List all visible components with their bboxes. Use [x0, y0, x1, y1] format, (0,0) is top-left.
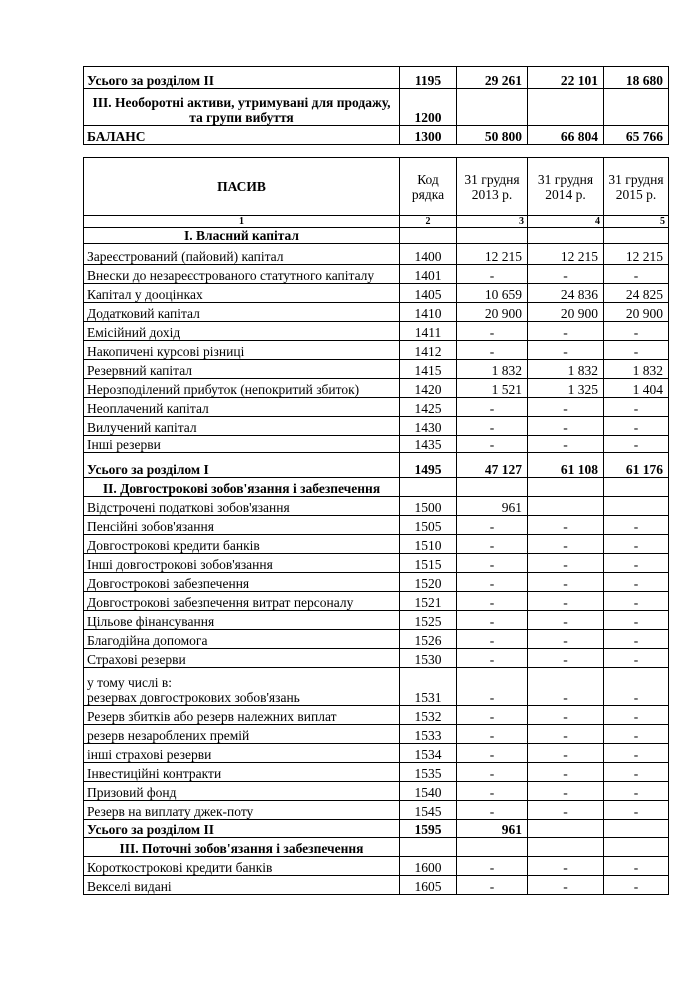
row-code: 1420 [400, 379, 457, 398]
value-2015: 61 176 [604, 453, 669, 478]
row-label: Короткострокові кредити банків [84, 857, 400, 876]
value-2014 [528, 820, 604, 838]
row-label: Цільове фінансування [84, 611, 400, 630]
value-2015: - [604, 322, 669, 341]
value-2013: - [457, 341, 528, 360]
row-label: Усього за розділом II [84, 67, 400, 89]
row-code: 1430 [400, 417, 457, 436]
value-2013: - [457, 876, 528, 895]
table-row [84, 436, 669, 453]
value-2015: 12 215 [604, 244, 669, 265]
value-2015: - [604, 611, 669, 630]
table-row [84, 284, 669, 303]
value-2014: - [528, 668, 604, 706]
row-code: 1530 [400, 649, 457, 668]
row-label: Призовий фонд [84, 782, 400, 801]
value-2014: - [528, 535, 604, 554]
value-2013: - [457, 265, 528, 284]
row-code: 1400 [400, 244, 457, 265]
row-label: Резервний капітал [84, 360, 400, 379]
value-2014: - [528, 436, 604, 453]
row-label: Резерв збитків або резерв належних виплат [84, 706, 400, 725]
table-row [84, 228, 669, 244]
row-label: БАЛАНС [84, 126, 400, 145]
value-2013: 20 900 [457, 303, 528, 322]
value-2014: 1 325 [528, 379, 604, 398]
table-row [84, 744, 669, 763]
value-2013: - [457, 668, 528, 706]
row-code: 1410 [400, 303, 457, 322]
value-2013: 1 832 [457, 360, 528, 379]
row-code: 1535 [400, 763, 457, 782]
column-index: 5 [604, 216, 669, 228]
table-row [84, 801, 669, 820]
value-2015: - [604, 592, 669, 611]
row-label: Відстрочені податкові зобов'язання [84, 497, 400, 516]
row-code: 1605 [400, 876, 457, 895]
table-row [84, 417, 669, 436]
row-code: 1526 [400, 630, 457, 649]
value-2013: - [457, 592, 528, 611]
value-2015: - [604, 630, 669, 649]
row-label: Емісійний дохід [84, 322, 400, 341]
value-2014: 22 101 [528, 67, 604, 89]
row-code: 1495 [400, 453, 457, 478]
row-code: 1195 [400, 67, 457, 89]
value-2013: - [457, 725, 528, 744]
table-row [84, 516, 669, 535]
value-2015 [604, 820, 669, 838]
row-label: Благодійна допомога [84, 630, 400, 649]
value-2014: 1 832 [528, 360, 604, 379]
value-2013: 961 [457, 820, 528, 838]
value-2014: 24 836 [528, 284, 604, 303]
value-2014: - [528, 417, 604, 436]
value-2014 [528, 838, 604, 857]
value-2013: - [457, 744, 528, 763]
value-2014: - [528, 322, 604, 341]
value-2013: - [457, 801, 528, 820]
value-2015 [604, 497, 669, 516]
row-code: 1525 [400, 611, 457, 630]
row-code: 1600 [400, 857, 457, 876]
table-row [84, 265, 669, 284]
row-label: Пенсійні зобов'язання [84, 516, 400, 535]
value-2015: - [604, 801, 669, 820]
row-label: Внески до незареєстрованого статутного капіталу [84, 265, 400, 284]
table-row [84, 668, 669, 706]
table-row [84, 630, 669, 649]
value-2015: - [604, 516, 669, 535]
row-label: Капітал у дооцінках [84, 284, 400, 303]
row-label: ІІ. Довгострокові зобов'язання і забезпечення [84, 478, 400, 497]
row-label: Векселі видані [84, 876, 400, 895]
row-label: ІІІ. Поточні зобов'язання і забезпечення [84, 838, 400, 857]
value-2014: - [528, 516, 604, 535]
row-label: Усього за розділом І [84, 453, 400, 478]
value-2013: - [457, 857, 528, 876]
value-2014: 20 900 [528, 303, 604, 322]
row-label: Інші довгострокові зобов'язання [84, 554, 400, 573]
value-2015: - [604, 554, 669, 573]
row-code: 1520 [400, 573, 457, 592]
row-code: 1405 [400, 284, 457, 303]
value-2014: - [528, 763, 604, 782]
row-code: 1531 [400, 668, 457, 706]
table-row [84, 820, 669, 838]
value-2014: 61 108 [528, 453, 604, 478]
assets-summary-table [83, 66, 669, 145]
table-row [84, 360, 669, 379]
value-2014 [528, 89, 604, 126]
table-header-row [84, 158, 669, 216]
table-row [84, 244, 669, 265]
value-2013: 1 521 [457, 379, 528, 398]
value-2014: 66 804 [528, 126, 604, 145]
table-row [84, 67, 669, 89]
table-row [84, 838, 669, 857]
row-label: Резерв на виплату джек-поту [84, 801, 400, 820]
row-code [400, 838, 457, 857]
row-code: 1200 [400, 89, 457, 126]
row-label: резерв незароблених премій [84, 725, 400, 744]
column-index: 1 [84, 216, 400, 228]
column-index-row [84, 216, 669, 228]
value-2014 [528, 478, 604, 497]
row-label: у тому числі в: резервах довгострокових зобов'язань [84, 668, 400, 706]
value-2013: 12 215 [457, 244, 528, 265]
value-2015: 18 680 [604, 67, 669, 89]
row-code: 1415 [400, 360, 457, 379]
value-2013: - [457, 398, 528, 417]
table-row [84, 782, 669, 801]
row-label: І. Власний капітал [84, 228, 400, 244]
value-2013: 29 261 [457, 67, 528, 89]
value-2015: - [604, 876, 669, 895]
value-2015: - [604, 398, 669, 417]
row-label: Інші резерви [84, 436, 400, 453]
table-row [84, 573, 669, 592]
table-row [84, 554, 669, 573]
value-2013: - [457, 535, 528, 554]
row-label: Неоплачений капітал [84, 398, 400, 417]
value-2015: - [604, 782, 669, 801]
value-2014: - [528, 649, 604, 668]
table-row [84, 303, 669, 322]
row-code: 1534 [400, 744, 457, 763]
value-2014: - [528, 876, 604, 895]
value-2013: 10 659 [457, 284, 528, 303]
value-2013 [457, 838, 528, 857]
value-2015: - [604, 417, 669, 436]
value-2015: 1 404 [604, 379, 669, 398]
value-2015: - [604, 649, 669, 668]
value-2013: - [457, 436, 528, 453]
row-label: Нерозподілений прибуток (непокритий збиток) [84, 379, 400, 398]
row-label: Накопичені курсові різниці [84, 341, 400, 360]
table-row [84, 341, 669, 360]
value-2013: - [457, 417, 528, 436]
table-row [84, 876, 669, 895]
value-2013: - [457, 516, 528, 535]
value-2015: - [604, 668, 669, 706]
value-2013: - [457, 322, 528, 341]
value-2013: - [457, 611, 528, 630]
value-2015 [604, 228, 669, 244]
row-code: 1412 [400, 341, 457, 360]
value-2014: - [528, 341, 604, 360]
row-code: 1545 [400, 801, 457, 820]
table-row [84, 706, 669, 725]
row-label: Інвестиційні контракти [84, 763, 400, 782]
row-code: 1595 [400, 820, 457, 838]
row-label: Довгострокові забезпечення витрат персоналу [84, 592, 400, 611]
value-2013: - [457, 763, 528, 782]
column-index: 4 [528, 216, 604, 228]
table-row [84, 322, 669, 341]
value-2015: - [604, 265, 669, 284]
table-row [84, 379, 669, 398]
table-row [84, 649, 669, 668]
table-row [84, 126, 669, 145]
row-label: Довгострокові кредити банків [84, 535, 400, 554]
value-2014: - [528, 611, 604, 630]
row-code [400, 228, 457, 244]
header-code: Код рядка [400, 158, 457, 216]
row-code: 1425 [400, 398, 457, 417]
row-label: III. Необоротні активи, утримувані для продажу, та групи вибуття [84, 89, 400, 126]
column-index: 2 [400, 216, 457, 228]
row-code: 1540 [400, 782, 457, 801]
value-2014 [528, 497, 604, 516]
value-2015 [604, 838, 669, 857]
table-row [84, 725, 669, 744]
value-2014: - [528, 554, 604, 573]
column-index: 3 [457, 216, 528, 228]
value-2014: - [528, 857, 604, 876]
value-2013: 47 127 [457, 453, 528, 478]
value-2013: - [457, 554, 528, 573]
value-2015: 24 825 [604, 284, 669, 303]
row-label: Зареєстрований (пайовий) капітал [84, 244, 400, 265]
row-label: інші страхові резерви [84, 744, 400, 763]
value-2013 [457, 478, 528, 497]
table-row [84, 611, 669, 630]
value-2014: - [528, 725, 604, 744]
header-title: ПАСИВ [84, 158, 400, 216]
value-2013: - [457, 782, 528, 801]
value-2015 [604, 478, 669, 497]
value-2014: - [528, 801, 604, 820]
row-code: 1515 [400, 554, 457, 573]
value-2015: 20 900 [604, 303, 669, 322]
value-2013: - [457, 630, 528, 649]
value-2014: - [528, 782, 604, 801]
row-code: 1532 [400, 706, 457, 725]
row-label: Довгострокові забезпечення [84, 573, 400, 592]
value-2013: - [457, 649, 528, 668]
table-row [84, 398, 669, 417]
row-label: Додатковий капітал [84, 303, 400, 322]
value-2013: - [457, 573, 528, 592]
table-row [84, 857, 669, 876]
row-label: Вилучений капітал [84, 417, 400, 436]
table-row [84, 763, 669, 782]
value-2015: - [604, 436, 669, 453]
header-2015: 31 грудня 2015 р. [604, 158, 669, 216]
table-row [84, 478, 669, 497]
table-row [84, 89, 669, 126]
value-2013 [457, 89, 528, 126]
header-2013: 31 грудня 2013 р. [457, 158, 528, 216]
table-row [84, 497, 669, 516]
value-2015: - [604, 535, 669, 554]
value-2015: - [604, 706, 669, 725]
value-2014: - [528, 744, 604, 763]
value-2014: - [528, 630, 604, 649]
row-code: 1411 [400, 322, 457, 341]
value-2014: - [528, 398, 604, 417]
value-2015: - [604, 763, 669, 782]
value-2013: 961 [457, 497, 528, 516]
value-2015: - [604, 744, 669, 763]
row-label: Усього за розділом ІІ [84, 820, 400, 838]
value-2013 [457, 228, 528, 244]
row-label: Страхові резерви [84, 649, 400, 668]
value-2015: - [604, 857, 669, 876]
header-2014: 31 грудня 2014 р. [528, 158, 604, 216]
value-2014: - [528, 573, 604, 592]
value-2013: - [457, 706, 528, 725]
row-code: 1533 [400, 725, 457, 744]
value-2015: - [604, 573, 669, 592]
table-row [84, 535, 669, 554]
value-2014: - [528, 706, 604, 725]
value-2014: - [528, 592, 604, 611]
value-2015 [604, 89, 669, 126]
row-code [400, 478, 457, 497]
row-code: 1521 [400, 592, 457, 611]
value-2014: - [528, 265, 604, 284]
row-code: 1505 [400, 516, 457, 535]
row-code: 1435 [400, 436, 457, 453]
row-code: 1300 [400, 126, 457, 145]
value-2015: - [604, 341, 669, 360]
value-2015: 1 832 [604, 360, 669, 379]
row-code: 1401 [400, 265, 457, 284]
table-row [84, 592, 669, 611]
value-2015: - [604, 725, 669, 744]
value-2013: 50 800 [457, 126, 528, 145]
value-2014: 12 215 [528, 244, 604, 265]
row-code: 1500 [400, 497, 457, 516]
row-code: 1510 [400, 535, 457, 554]
table-row [84, 453, 669, 478]
value-2014 [528, 228, 604, 244]
value-2015: 65 766 [604, 126, 669, 145]
liabilities-table [83, 157, 669, 895]
